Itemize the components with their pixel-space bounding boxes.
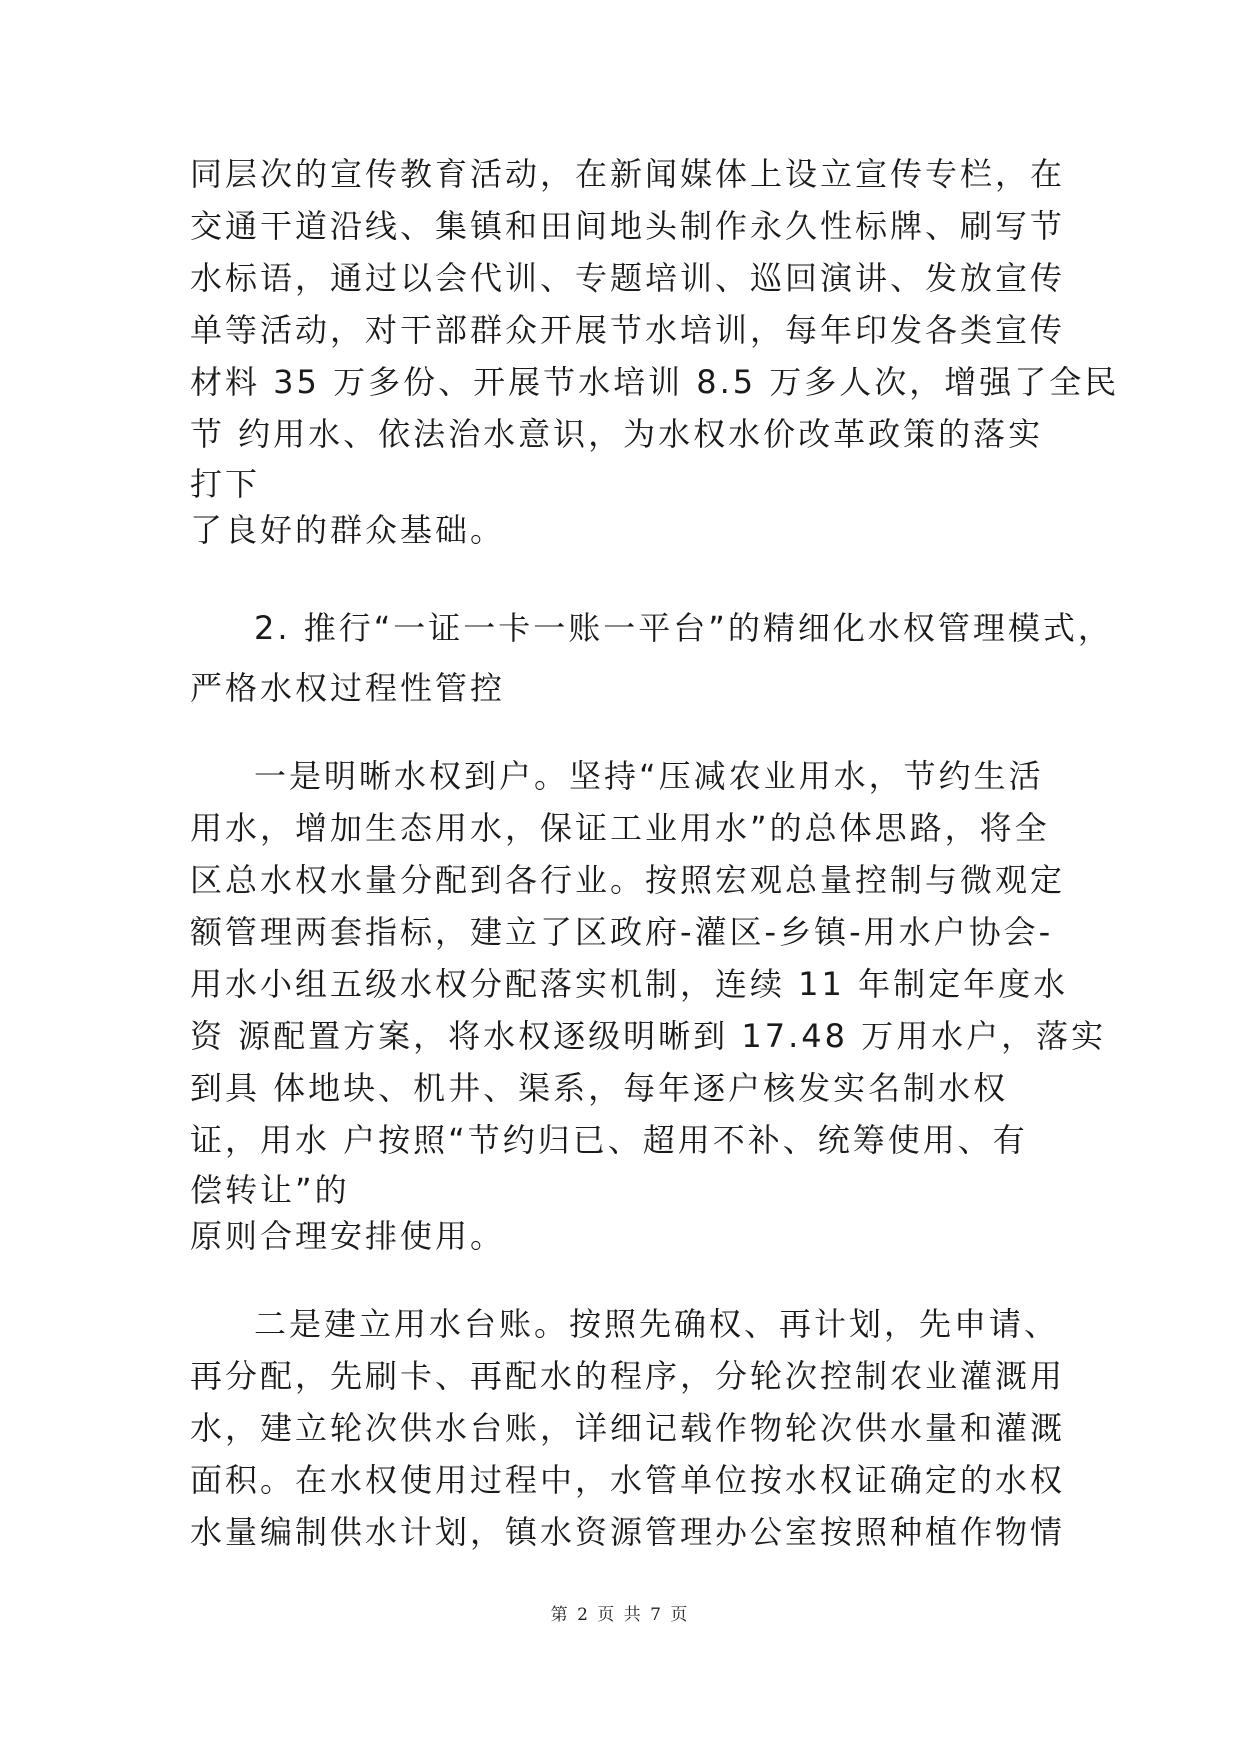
paragraph-3-line-1: 一是明晰水权到户。坚持“压减农业用水，节约生活 bbox=[254, 757, 1044, 795]
paragraph-3-line-5: 用水小组五级水权分配落实机制，连续 11 年制定年度水 bbox=[190, 965, 1069, 1003]
paragraph-3-line-3: 区总水权水量分配到各行业。按照宏观总量控制与微观定 bbox=[190, 861, 1066, 899]
paragraph-1-line-6: 节 约用水、依法治水意识，为水权水价改革政策的落实 bbox=[190, 415, 1044, 453]
page-number-footer: 第 2 页 共 7 页 bbox=[550, 1605, 690, 1625]
paragraph-3-line-6: 资 源配置方案，将水权逐级明晰到 17.48 万用水户，落实 bbox=[190, 1017, 1107, 1055]
section-heading-line-2: 严格水权过程性管控 bbox=[190, 669, 506, 707]
paragraph-4-line-5: 水量编制供水计划，镇水资源管理办公室按照种植作物情 bbox=[190, 1513, 1066, 1551]
paragraph-4-line-1: 二是建立用水台账。按照先确权、再计划，先申请、 bbox=[254, 1305, 1060, 1343]
paragraph-1-line-5: 材料 35 万多份、开展节水培训 8.5 万多人次，增强了全民 bbox=[190, 363, 1120, 401]
paragraph-3-line-4: 额管理两套指标，建立了区政府-灌区-乡镇-用水户协会- bbox=[190, 913, 1054, 951]
paragraph-4-line-4: 面积。在水权使用过程中，水管单位按水权证确定的水权 bbox=[190, 1461, 1066, 1499]
paragraph-1-line-3: 水标语，通过以会代训、专题培训、巡回演讲、发放宣传 bbox=[190, 259, 1066, 297]
paragraph-4-line-3: 水，建立轮次供水台账，详细记载作物轮次供水量和灌溉 bbox=[190, 1409, 1066, 1447]
paragraph-1-line-1: 同层次的宣传教育活动，在新闻媒体上设立宣传专栏，在 bbox=[190, 155, 1066, 193]
paragraph-3-line-7: 到具 体地块、机井、渠系，每年逐户核发实名制水权 bbox=[190, 1069, 1009, 1107]
paragraph-1-line-4: 单等活动，对干部群众开展节水培训，每年印发各类宣传 bbox=[190, 311, 1066, 349]
paragraph-3-line-9: 偿转让”的 bbox=[190, 1171, 350, 1209]
paragraph-1-line-7: 打下 bbox=[190, 465, 261, 503]
paragraph-3-line-10: 原则合理安排使用。 bbox=[190, 1217, 506, 1255]
section-heading-line-1: 2. 推行“一证一卡一账一平台”的精细化水权管理模式， bbox=[254, 609, 1113, 647]
paragraph-3-line-2: 用水，增加生态用水，保证工业用水”的总体思路，将全 bbox=[190, 809, 1050, 847]
paragraph-1-line-2: 交通干道沿线、集镇和田间地头制作永久性标牌、刷写节 bbox=[190, 207, 1066, 245]
paragraph-4-line-2: 再分配，先刷卡、再配水的程序，分轮次控制农业灌溉用 bbox=[190, 1357, 1066, 1395]
paragraph-1-line-8: 了良好的群众基础。 bbox=[190, 511, 506, 549]
paragraph-3-line-8: 证，用水 户按照“节约归已、超用不补、统筹使用、有 bbox=[190, 1121, 1028, 1159]
